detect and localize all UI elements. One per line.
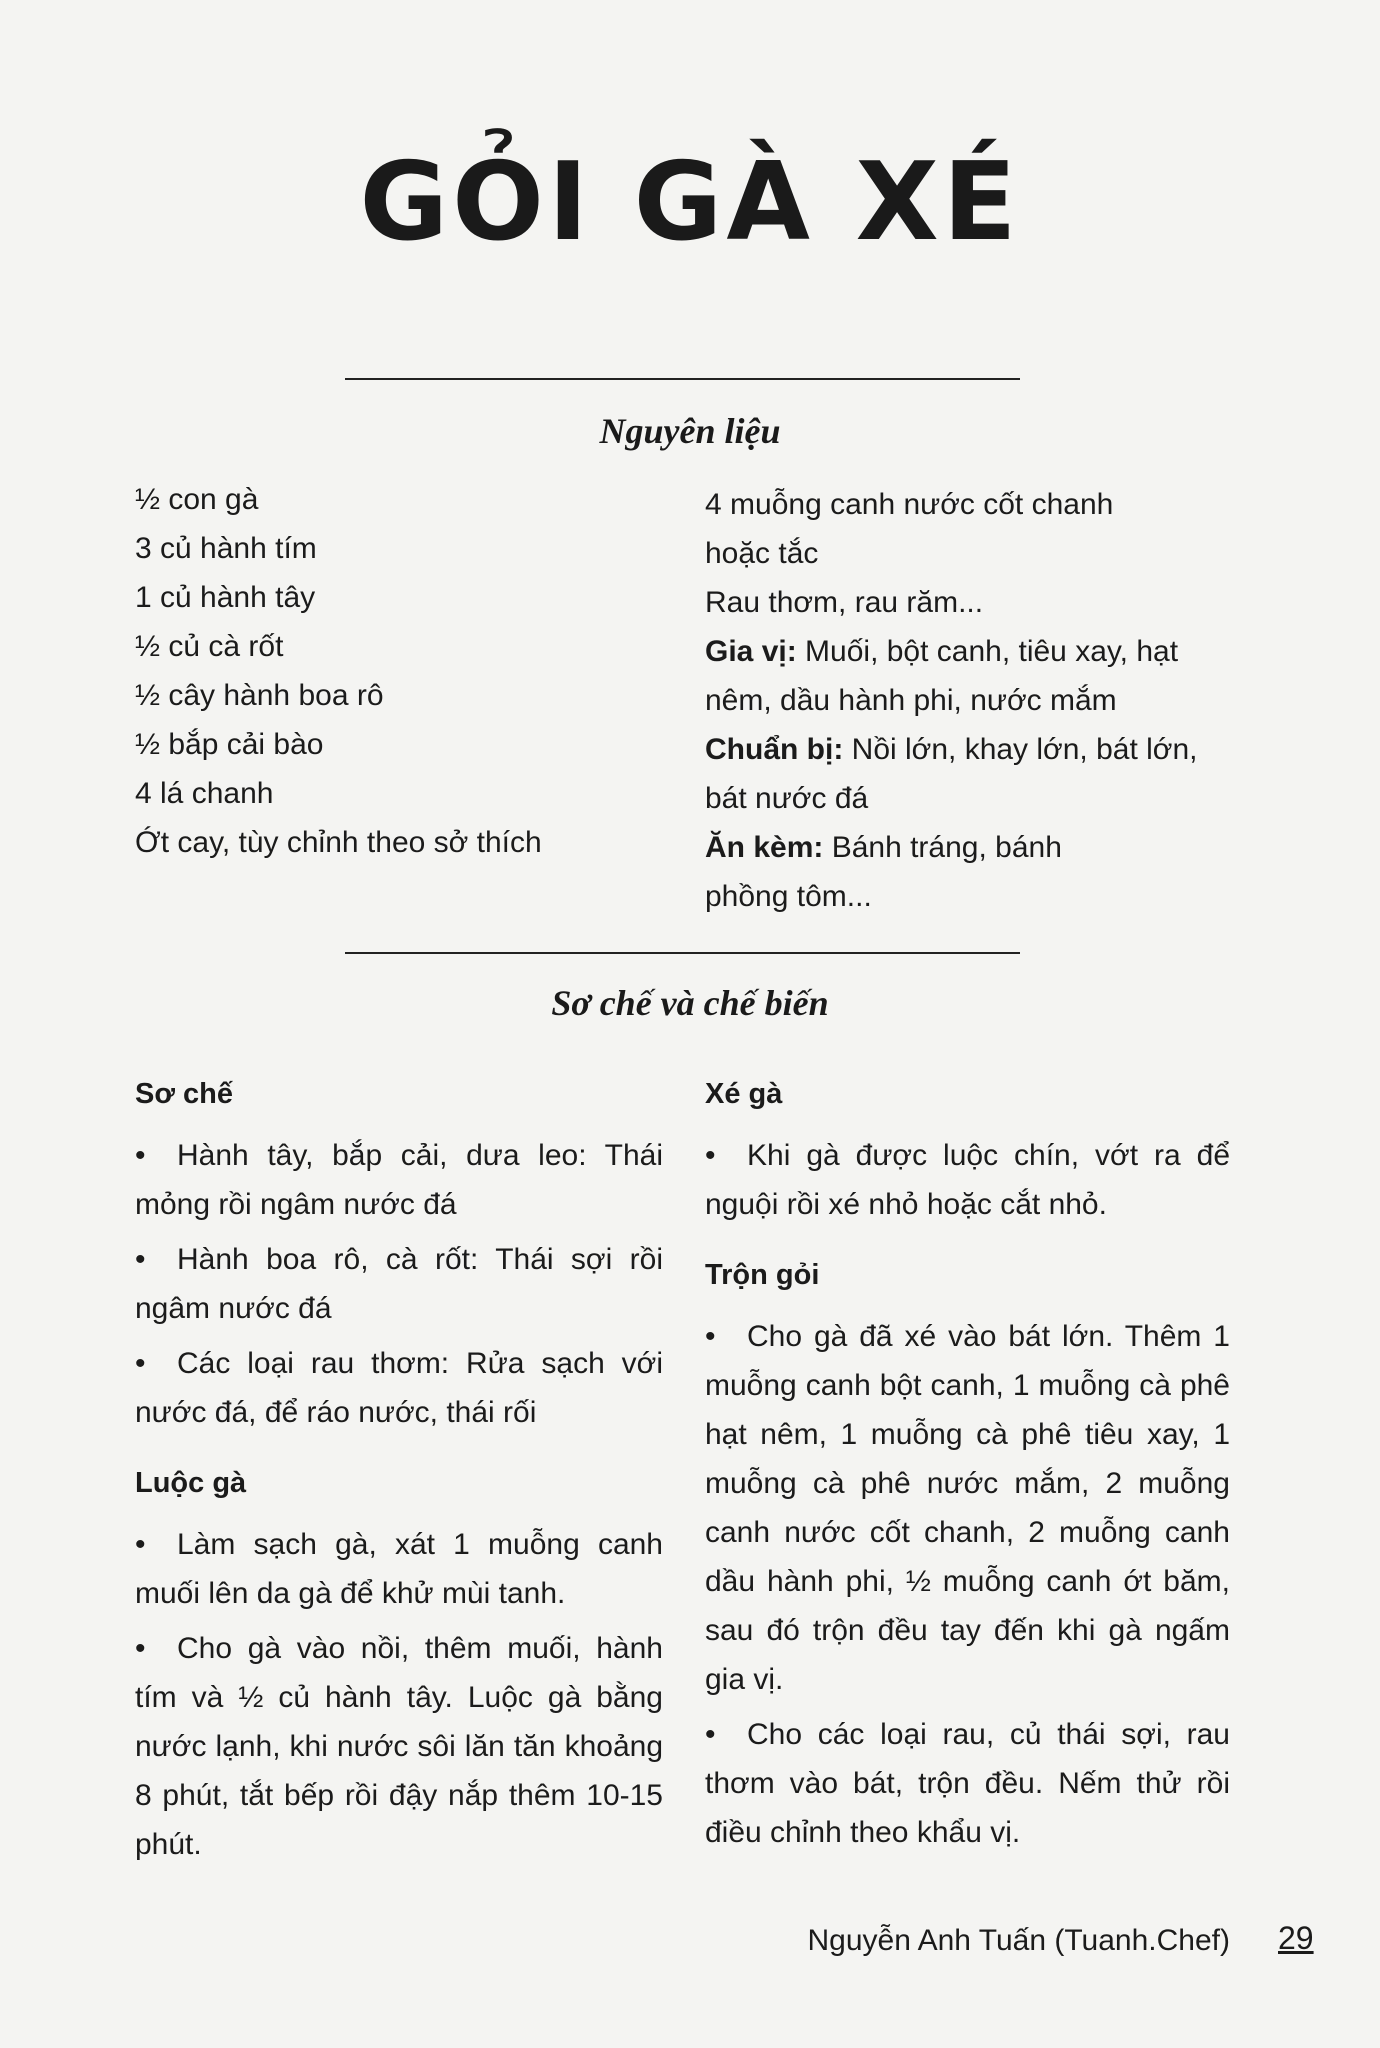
step-item: • Cho các loại rau, củ thái sợi, rau thơm vào bát, trộn đều. Nếm thử rồi điều chỉnh theo khẩu vị. [705,1710,1230,1857]
step-item: • Khi gà được luộc chín, vớt ra để nguội rồi xé nhỏ hoặc cắt nhỏ. [705,1131,1230,1229]
ingredient-line-an-kem: Ăn kèm: Bánh tráng, bánh [705,831,1062,864]
ingredient-line: 4 muỗng canh nước cốt chanh [705,488,1114,521]
bullet-icon: • [705,1718,716,1751]
footer-author: Nguyễn Anh Tuấn (Tuanh.Chef) [807,1924,1230,1957]
bullet-icon: • [135,1528,146,1561]
ingredient-item: ½ con gà [135,483,259,516]
step-item: • Cho gà đã xé vào bát lớn. Thêm 1 muỗng canh bột canh, 1 muỗng cà phê hạt nêm, 1 muỗng cà phê tiêu xay, 1 muỗng cà phê nước mắm, 2 muỗng canh nước cốt chanh, 2 muỗng canh dầu hành phi, ½ muỗng canh ớt băm, sau đó trộn đều tay đến khi gà ngấm gia vị. [705,1312,1230,1704]
ingredient-line: hoặc tắc [705,537,819,570]
method-right-column [705,1070,1230,1857]
ingredient-item: 3 củ hành tím [135,532,317,565]
page-title: GỎI GÀ XÉ [359,140,1021,265]
step-item: • Làm sạch gà, xát 1 muỗng canh muối lên da gà để khử mùi tanh. [135,1520,663,1618]
ingredients-left-column [135,475,675,867]
step-item: • Hành boa rô, cà rốt: Thái sợi rồi ngâm nước đá [135,1235,663,1333]
ingredient-line-gia-vi: Gia vị: Muối, bột canh, tiêu xay, hạt [705,635,1179,668]
bullet-icon: • [135,1632,146,1665]
subheading-luoc-ga: Luộc gà [135,1467,247,1499]
page-number: 29 [1278,1920,1314,1956]
ingredient-line: bát nước đá [705,782,869,815]
ingredients-heading: Nguyên liệu [599,411,781,451]
ingredients-right-column [705,480,1245,921]
method-left-column [135,1070,663,1869]
ingredient-item: ½ củ cà rốt [135,630,284,663]
step-item: • Các loại rau thơm: Rửa sạch với nước đá, để ráo nước, thái rối [135,1339,663,1437]
subheading-xe-ga: Xé gà [705,1078,783,1110]
ingredient-item: ½ bắp cải bào [135,728,324,761]
ingredient-item: 1 củ hành tây [135,581,316,614]
ingredient-line: phồng tôm... [705,880,872,913]
bullet-icon: • [705,1139,716,1172]
ingredient-item: Ớt cay, tùy chỉnh theo sở thích [135,826,542,859]
subheading-tron-goi: Trộn gỏi [705,1259,820,1291]
ingredient-line: nêm, dầu hành phi, nước mắm [705,684,1117,717]
subheading-so-che: Sơ chế [135,1078,233,1110]
method-heading: Sơ chế và chế biến [551,983,829,1023]
ingredient-item: ½ cây hành boa rô [135,679,384,712]
ingredient-line: Rau thơm, rau răm... [705,586,984,619]
ingredient-line-chuan-bi: Chuẩn bị: Nồi lớn, khay lớn, bát lớn, [705,733,1198,766]
bullet-icon: • [135,1243,146,1276]
step-item: • Cho gà vào nồi, thêm muối, hành tím và ½ củ hành tây. Luộc gà bằng nước lạnh, khi nước sôi lăn tăn khoảng 8 phút, tắt bếp rồi đậy nắp thêm 10-15 phút. [135,1624,663,1869]
ingredient-item: 4 lá chanh [135,777,274,810]
step-item: • Hành tây, bắp cải, dưa leo: Thái mỏng rồi ngâm nước đá [135,1131,663,1229]
top-divider [345,378,1020,380]
bullet-icon: • [705,1320,716,1353]
middle-divider [345,952,1020,954]
bullet-icon: • [135,1139,146,1172]
bullet-icon: • [135,1347,146,1380]
